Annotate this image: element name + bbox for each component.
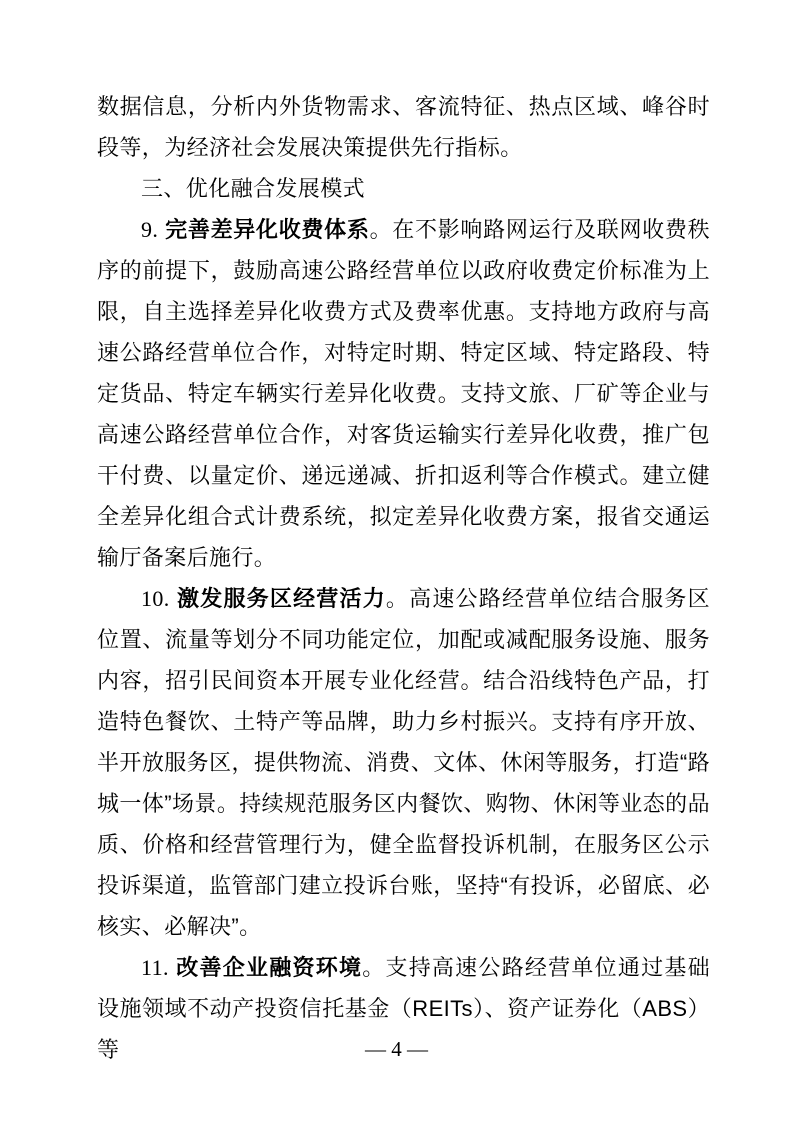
item-9-title: 完善差异化收费体系 bbox=[165, 217, 370, 242]
paragraph-continuation: 数据信息，分析内外货物需求、客流特征、热点区域、峰谷时段等，为经济社会发展决策提供先行指标。 bbox=[97, 94, 710, 160]
item-10-title: 激发服务区经营活力 bbox=[177, 586, 386, 611]
document-body bbox=[97, 86, 710, 1070]
page-number: — 4 — bbox=[365, 1037, 428, 1061]
item-9-number: 9. bbox=[141, 217, 159, 242]
item-9-body: 。在不影响路网运行及联网收费秩序的前提下，鼓励高速公路经营单位以政府收费定价标准为上限，自主选择差异化收费方式及费率优惠。支持地方政府与高速公路经营单位合作，对特定时期、特定区域、特定路段、特定货品、特定车辆实行差异化收费。支持文旅、厂矿等企业与高速公路经营单位合作，对客货运输实行差异化收费，推广包干付费、以量定价、递远递减、折扣返利等合作模式。建立健全差异化组合式计费系统，拟定差异化收费方案，报省交通运输厅备案后施行。 bbox=[97, 217, 710, 570]
item-10-number: 10. bbox=[141, 586, 170, 611]
paragraph-item-10 bbox=[97, 578, 710, 947]
item-10-body: 。高速公路经营单位结合服务区位置、流量等划分不同功能定位，加配或减配服务设施、服务内容，招引民间资本开展专业化经营。结合沿线特色产品，打造特色餐饮、土特产等品牌，助力乡村振兴。支持有序开放、半开放服务区，提供物流、消费、文体、休闲等服务，打造“路城一体”场景。持续规范服务区内餐饮、购物、休闲等业态的品质、价格和经营管理行为，健全监督投诉机制，在服务区公示投诉渠道，监管部门建立投诉台账，坚持“有投诉，必留底、必核实、必解决”。 bbox=[97, 586, 710, 939]
item-11-title: 改善企业融资环境 bbox=[176, 955, 363, 980]
paragraph-item-9 bbox=[97, 209, 710, 578]
item-11-number: 11. bbox=[141, 955, 169, 980]
item-11-body: 。支持高速公路经营单位通过基础设施领域不动产投资信托基金（REITs）、资产证券化（ABS）等 bbox=[97, 955, 710, 1062]
section-heading: 三、优化融合发展模式 bbox=[141, 176, 366, 201]
